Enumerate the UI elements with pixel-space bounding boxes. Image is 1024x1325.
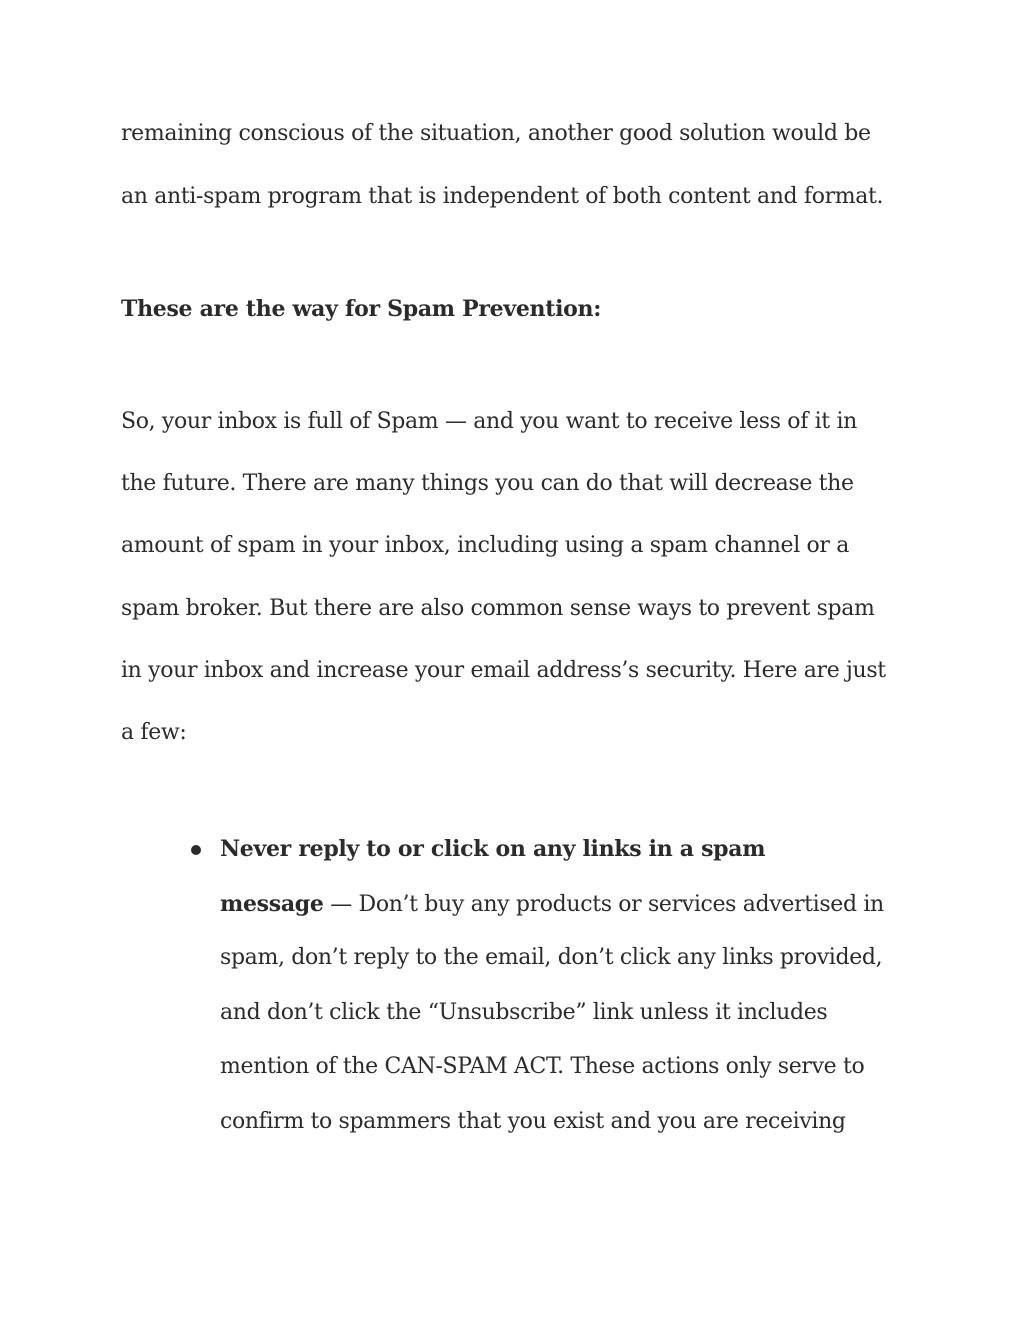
paragraph-line-4: spam broker. But there are also common sense ways to prevent spam <box>121 596 875 621</box>
section-heading: These are the way for Spam Prevention: <box>121 296 602 322</box>
paragraph-line-6: a few: <box>121 720 187 745</box>
paragraph-line-5: in your inbox and increase your email address’s security. Here are just <box>121 658 886 683</box>
paragraph-line-3: amount of spam in your inbox, including using a spam channel or a <box>121 533 850 558</box>
bullet-line-4: and don’t click the “Unsubscribe” link unless it includes <box>220 1000 828 1025</box>
bullet-line-6: confirm to spammers that you exist and you are receiving <box>220 1109 846 1134</box>
bullet-title-line-2: message <box>220 891 324 917</box>
bullet-title-line-1: Never reply to or click on any links in a spam <box>220 836 766 862</box>
intro-line-1: remaining conscious of the situation, another good solution would be <box>121 121 871 146</box>
intro-line-2: an anti-spam program that is independent of both content and format. <box>121 184 884 209</box>
bullet-icon <box>191 845 201 855</box>
bullet-line-5: mention of the CAN-SPAM ACT. These actions only serve to <box>220 1054 865 1079</box>
bullet-text-rest: — Don’t buy any products or services advertised in <box>323 892 884 917</box>
bullet-line-2 <box>220 890 884 919</box>
paragraph-line-2: the future. There are many things you can do that will decrease the <box>121 471 854 496</box>
bullet-line-3: spam, don’t reply to the email, don’t click any links provided, <box>220 945 883 970</box>
paragraph-line-1: So, your inbox is full of Spam — and you want to receive less of it in <box>121 409 857 434</box>
